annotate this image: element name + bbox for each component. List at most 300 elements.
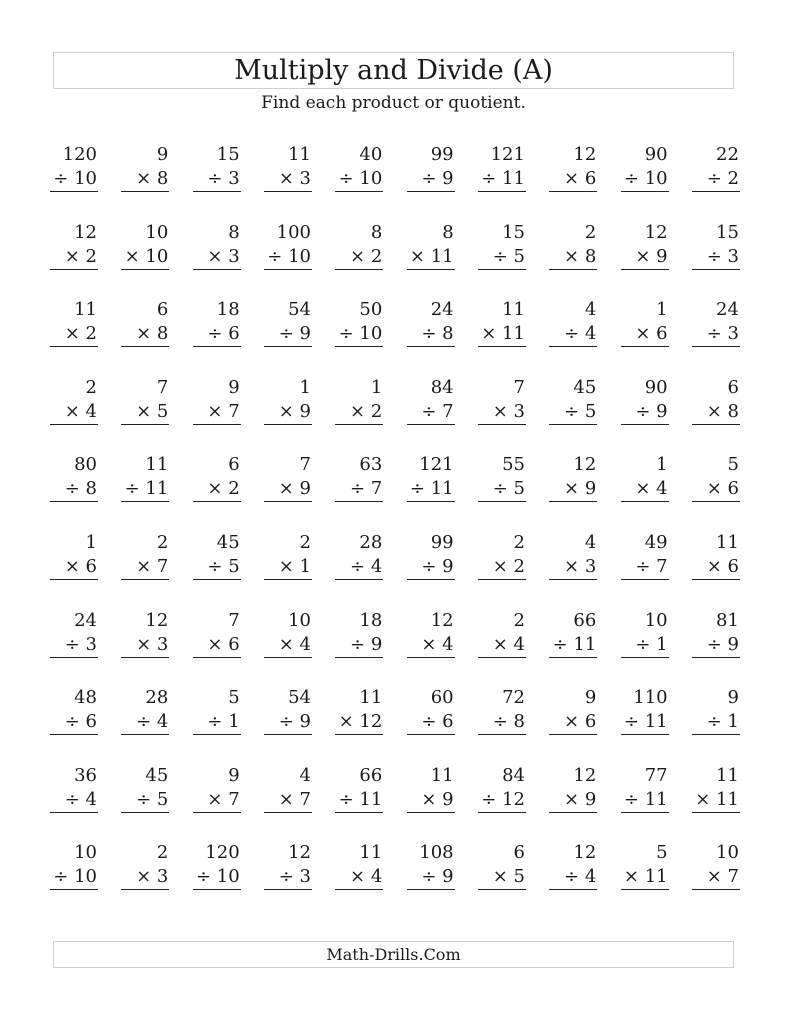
problem-operation: × 11 <box>692 788 740 813</box>
problem-operation: ÷ 8 <box>478 710 526 735</box>
problem-top-number: 24 <box>716 299 739 321</box>
problem <box>335 376 383 454</box>
problem <box>50 376 98 454</box>
problem <box>478 453 526 531</box>
problem <box>335 609 383 687</box>
problem-top-number: 10 <box>644 609 668 631</box>
problem-operation: ÷ 4 <box>121 710 169 735</box>
problem-operation: × 2 <box>335 400 383 425</box>
problem <box>50 453 98 531</box>
problem-top-number: 2 <box>584 221 597 243</box>
problem <box>335 686 383 764</box>
problem <box>549 841 597 919</box>
problem-top-number: 2 <box>513 609 525 631</box>
problem-operation: ÷ 4 <box>50 788 98 813</box>
problem-top-number: 90 <box>644 376 668 398</box>
problem-top-number: 12 <box>573 144 597 165</box>
problem-operation: ÷ 4 <box>549 322 597 347</box>
problem <box>407 609 455 687</box>
problem-top-number: 121 <box>419 454 454 476</box>
problem <box>621 841 669 919</box>
problem-top-number: 9 <box>156 144 169 165</box>
problem-operation: × 4 <box>621 477 669 502</box>
problem <box>121 143 169 221</box>
problem-operation: × 9 <box>264 477 312 502</box>
problem-operation: × 6 <box>621 322 669 347</box>
problem-operation: × 8 <box>121 322 169 347</box>
problem-operation: × 5 <box>121 400 169 425</box>
problem <box>193 221 241 299</box>
problem <box>193 143 241 221</box>
problem <box>407 221 455 299</box>
problem-operation: × 6 <box>549 167 597 192</box>
problem <box>50 609 98 687</box>
problem-operation: ÷ 9 <box>264 322 312 347</box>
problem-top-number: 1 <box>656 454 668 476</box>
footer-text: Math-Drills.Com <box>326 945 461 964</box>
problem-top-number: 66 <box>359 764 383 786</box>
problem <box>692 686 740 764</box>
problem <box>121 841 169 919</box>
problem-operation: ÷ 11 <box>478 167 526 192</box>
problem-top-number: 84 <box>430 376 454 398</box>
problem <box>264 841 312 919</box>
problem <box>549 376 597 454</box>
problem-operation: × 3 <box>478 400 526 425</box>
problem-operation: ÷ 3 <box>692 322 740 347</box>
problem-top-number: 8 <box>228 221 240 243</box>
problem-top-number: 9 <box>228 376 240 398</box>
problem-operation: × 2 <box>50 322 98 347</box>
problem-row <box>50 764 740 842</box>
problem <box>193 531 241 609</box>
problem-grid <box>50 143 740 919</box>
problem-top-number: 80 <box>74 454 97 476</box>
problem-operation: ÷ 3 <box>264 865 312 890</box>
page-title: Multiply and Divide (A) <box>234 55 553 86</box>
problem-operation: ÷ 3 <box>692 245 740 270</box>
problem <box>121 376 169 454</box>
problem <box>50 531 98 609</box>
title-box <box>53 52 734 89</box>
problem-top-number: 9 <box>228 764 240 786</box>
problem-operation: ÷ 12 <box>478 788 526 813</box>
problem-top-number: 5 <box>228 687 240 709</box>
problem <box>407 376 455 454</box>
problem-top-number: 60 <box>430 687 454 709</box>
problem-top-number: 63 <box>359 454 383 476</box>
problem <box>121 686 169 764</box>
problem-operation: ÷ 6 <box>50 710 98 735</box>
problem-operation: ÷ 11 <box>549 633 597 658</box>
problem-top-number: 11 <box>716 764 739 786</box>
problem-operation: ÷ 11 <box>621 788 669 813</box>
problem-operation: ÷ 3 <box>50 633 98 658</box>
problem-top-number: 120 <box>62 144 97 165</box>
problem-top-number: 12 <box>74 221 97 243</box>
problem-operation: × 11 <box>478 322 526 347</box>
problem <box>193 609 241 687</box>
problem-operation: × 4 <box>407 633 455 658</box>
problem-top-number: 11 <box>359 842 383 864</box>
problem <box>335 531 383 609</box>
problem <box>50 686 98 764</box>
problem-top-number: 18 <box>359 609 383 631</box>
problem <box>478 531 526 609</box>
problem-top-number: 49 <box>644 531 668 553</box>
problem <box>264 686 312 764</box>
problem <box>407 531 455 609</box>
problem <box>549 221 597 299</box>
problem-operation: ÷ 4 <box>335 555 383 580</box>
problem <box>407 686 455 764</box>
problem <box>407 298 455 376</box>
problem-operation: ÷ 2 <box>692 167 740 192</box>
problem-top-number: 5 <box>656 842 668 864</box>
problem <box>193 376 241 454</box>
problem-top-number: 45 <box>573 376 597 398</box>
problem-operation: × 7 <box>193 400 241 425</box>
problem <box>692 531 740 609</box>
problem-top-number: 22 <box>716 144 739 165</box>
problem-operation: × 4 <box>478 633 526 658</box>
problem <box>121 609 169 687</box>
problem-top-number: 4 <box>299 764 311 786</box>
problem-top-number: 50 <box>359 299 383 321</box>
problem-operation: ÷ 11 <box>621 710 669 735</box>
problem <box>335 143 383 221</box>
problem-top-number: 6 <box>513 842 525 864</box>
problem <box>193 686 241 764</box>
problem-top-number: 77 <box>644 764 668 786</box>
problem-top-number: 11 <box>430 764 454 786</box>
problem <box>121 453 169 531</box>
problem-operation: ÷ 9 <box>407 865 455 890</box>
problem-top-number: 10 <box>716 842 739 864</box>
problem-top-number: 12 <box>430 609 454 631</box>
problem-operation: × 7 <box>264 788 312 813</box>
problem-top-number: 12 <box>145 609 169 631</box>
problem-operation: × 4 <box>264 633 312 658</box>
problem-top-number: 6 <box>727 376 739 398</box>
problem-operation: ÷ 10 <box>264 245 312 270</box>
problem <box>478 143 526 221</box>
problem-operation: × 9 <box>549 477 597 502</box>
problem-top-number: 18 <box>216 299 240 321</box>
problem-operation: ÷ 9 <box>621 400 669 425</box>
problem-operation: × 10 <box>121 245 169 270</box>
problem-top-number: 2 <box>513 531 525 553</box>
problem <box>478 298 526 376</box>
problem-top-number: 2 <box>299 531 311 553</box>
problem-operation: × 3 <box>121 633 169 658</box>
problem-operation: × 4 <box>50 400 98 425</box>
problem-top-number: 66 <box>573 609 597 631</box>
problem-operation: × 2 <box>50 245 98 270</box>
problem-top-number: 84 <box>502 764 525 786</box>
problem-operation: ÷ 4 <box>549 865 597 890</box>
problem-operation: × 1 <box>264 555 312 580</box>
problem-top-number: 28 <box>145 687 169 709</box>
problem-operation: × 6 <box>549 710 597 735</box>
problem-top-number: 81 <box>716 609 739 631</box>
problem-operation: ÷ 10 <box>621 167 669 192</box>
problem <box>478 221 526 299</box>
problem <box>621 143 669 221</box>
problem-top-number: 10 <box>288 609 311 631</box>
problem <box>621 376 669 454</box>
problem-operation: × 6 <box>50 555 98 580</box>
problem-operation: × 12 <box>335 710 383 735</box>
problem <box>621 453 669 531</box>
problem <box>407 143 455 221</box>
problem <box>549 686 597 764</box>
page-subtitle: Find each product or quotient. <box>261 93 526 113</box>
problem-top-number: 1 <box>656 299 668 321</box>
problem <box>193 453 241 531</box>
problem-operation: × 11 <box>407 245 455 270</box>
problem-operation: × 7 <box>193 788 241 813</box>
problem <box>121 221 169 299</box>
problem-top-number: 121 <box>490 144 525 165</box>
problem-row <box>50 376 740 454</box>
problem-top-number: 120 <box>205 842 240 864</box>
problem-top-number: 6 <box>228 454 240 476</box>
problem <box>50 764 98 842</box>
problem-operation: ÷ 1 <box>621 633 669 658</box>
problem-top-number: 7 <box>299 454 311 476</box>
problem <box>478 609 526 687</box>
problem-top-number: 40 <box>359 144 383 165</box>
problem <box>50 841 98 919</box>
problem-row <box>50 841 740 919</box>
problem-top-number: 12 <box>573 842 597 864</box>
problem-top-number: 11 <box>74 299 97 321</box>
problem-top-number: 11 <box>145 454 169 476</box>
problem-top-number: 15 <box>502 221 525 243</box>
problem <box>264 298 312 376</box>
problem <box>50 221 98 299</box>
problem <box>50 143 98 221</box>
problem-top-number: 54 <box>288 299 311 321</box>
problem-row <box>50 221 740 299</box>
problem-operation: ÷ 11 <box>407 477 455 502</box>
problem-operation: ÷ 9 <box>335 633 383 658</box>
problem <box>407 764 455 842</box>
problem-operation: × 5 <box>478 865 526 890</box>
problem-operation: ÷ 11 <box>121 477 169 502</box>
problem <box>478 376 526 454</box>
problem-top-number: 1 <box>85 531 97 553</box>
problem <box>549 609 597 687</box>
problem-top-number: 6 <box>156 299 169 321</box>
problem <box>478 764 526 842</box>
problem-operation: ÷ 7 <box>335 477 383 502</box>
problem-operation: × 9 <box>264 400 312 425</box>
problem-top-number: 45 <box>216 531 240 553</box>
problem-operation: × 2 <box>335 245 383 270</box>
problem <box>692 143 740 221</box>
problem <box>335 764 383 842</box>
problem-top-number: 48 <box>74 687 97 709</box>
problem <box>264 376 312 454</box>
problem-operation: ÷ 10 <box>50 167 98 192</box>
problem-operation: × 2 <box>193 477 241 502</box>
footer-box <box>53 941 734 968</box>
problem <box>692 609 740 687</box>
problem-operation: × 11 <box>621 865 669 890</box>
problem-top-number: 10 <box>74 842 97 864</box>
problem-operation: ÷ 10 <box>335 167 383 192</box>
problem-operation: ÷ 5 <box>478 477 526 502</box>
problem-operation: × 6 <box>692 477 740 502</box>
problem <box>549 531 597 609</box>
problem-operation: × 8 <box>121 167 169 192</box>
problem-top-number: 4 <box>584 531 597 553</box>
problem-top-number: 5 <box>727 454 739 476</box>
problem-top-number: 2 <box>156 842 169 864</box>
problem-top-number: 12 <box>288 842 311 864</box>
problem <box>621 686 669 764</box>
problem-top-number: 99 <box>430 531 454 553</box>
problem-top-number: 12 <box>573 764 597 786</box>
problem-operation: ÷ 9 <box>407 555 455 580</box>
problem-operation: × 3 <box>264 167 312 192</box>
problem-top-number: 12 <box>644 221 668 243</box>
problem <box>335 298 383 376</box>
problem-operation: ÷ 7 <box>621 555 669 580</box>
problem-operation: ÷ 7 <box>407 400 455 425</box>
problem <box>621 221 669 299</box>
problem-operation: × 9 <box>621 245 669 270</box>
problem-operation: × 7 <box>121 555 169 580</box>
problem <box>193 841 241 919</box>
problem-operation: ÷ 5 <box>549 400 597 425</box>
problem <box>264 143 312 221</box>
problem-top-number: 54 <box>288 687 311 709</box>
problem-operation: ÷ 5 <box>193 555 241 580</box>
problem-top-number: 24 <box>74 609 97 631</box>
problem-operation: ÷ 5 <box>478 245 526 270</box>
problem <box>549 453 597 531</box>
problem <box>692 376 740 454</box>
problem-operation: ÷ 1 <box>692 710 740 735</box>
problem-top-number: 11 <box>288 144 311 165</box>
problem <box>264 609 312 687</box>
problem-top-number: 99 <box>430 144 454 165</box>
problem-operation: × 6 <box>193 633 241 658</box>
problem-top-number: 110 <box>633 687 668 709</box>
problem-top-number: 108 <box>419 842 454 864</box>
problem-top-number: 100 <box>276 221 311 243</box>
problem-operation: ÷ 9 <box>264 710 312 735</box>
problem-operation: ÷ 8 <box>50 477 98 502</box>
problem-operation: × 3 <box>549 555 597 580</box>
problem-top-number: 90 <box>644 144 668 165</box>
problem-top-number: 15 <box>216 144 240 165</box>
problem-top-number: 9 <box>584 687 597 709</box>
problem <box>193 298 241 376</box>
problem-operation: ÷ 11 <box>335 788 383 813</box>
problem <box>621 764 669 842</box>
problem-top-number: 24 <box>430 299 454 321</box>
problem-row <box>50 298 740 376</box>
problem-operation: ÷ 10 <box>193 865 241 890</box>
problem-operation: ÷ 6 <box>407 710 455 735</box>
problem <box>549 764 597 842</box>
problem <box>478 686 526 764</box>
problem <box>264 764 312 842</box>
problem-top-number: 7 <box>228 609 240 631</box>
problem <box>692 764 740 842</box>
problem-operation: × 6 <box>692 555 740 580</box>
problem <box>264 531 312 609</box>
problem-top-number: 72 <box>502 687 525 709</box>
problem-operation: × 7 <box>692 865 740 890</box>
problem-top-number: 7 <box>513 376 525 398</box>
problem <box>692 298 740 376</box>
problem-top-number: 4 <box>584 299 597 321</box>
problem-top-number: 10 <box>145 221 169 243</box>
problem-operation: × 4 <box>335 865 383 890</box>
problem-operation: ÷ 10 <box>335 322 383 347</box>
problem-operation: × 8 <box>692 400 740 425</box>
problem-row <box>50 531 740 609</box>
problem <box>621 531 669 609</box>
problem <box>621 609 669 687</box>
problem-operation: ÷ 1 <box>193 710 241 735</box>
problem <box>335 453 383 531</box>
problem <box>50 298 98 376</box>
problem <box>621 298 669 376</box>
problem-operation: × 2 <box>478 555 526 580</box>
problem <box>121 764 169 842</box>
problem-top-number: 8 <box>370 221 383 243</box>
problem-operation: ÷ 9 <box>407 167 455 192</box>
problem <box>692 841 740 919</box>
problem <box>407 453 455 531</box>
problem <box>193 764 241 842</box>
problem-operation: ÷ 3 <box>193 167 241 192</box>
problem <box>264 221 312 299</box>
problem <box>549 298 597 376</box>
problem-top-number: 55 <box>502 454 525 476</box>
problem-operation: × 3 <box>121 865 169 890</box>
problem <box>692 221 740 299</box>
problem-row <box>50 143 740 221</box>
problem <box>407 841 455 919</box>
problem-top-number: 45 <box>145 764 169 786</box>
problem-top-number: 1 <box>370 376 383 398</box>
problem-top-number: 28 <box>359 531 383 553</box>
problem <box>335 221 383 299</box>
problem <box>264 453 312 531</box>
problem-top-number: 9 <box>727 687 739 709</box>
problem <box>478 841 526 919</box>
problem-top-number: 2 <box>156 531 169 553</box>
problem-top-number: 11 <box>359 687 383 709</box>
problem-operation: × 9 <box>407 788 455 813</box>
problem-top-number: 7 <box>156 376 169 398</box>
problem <box>692 453 740 531</box>
problem-top-number: 2 <box>85 376 97 398</box>
problem <box>121 298 169 376</box>
problem-row <box>50 453 740 531</box>
problem-top-number: 11 <box>502 299 525 321</box>
problem-operation: ÷ 8 <box>407 322 455 347</box>
problem-operation: ÷ 10 <box>50 865 98 890</box>
problem-top-number: 36 <box>74 764 97 786</box>
